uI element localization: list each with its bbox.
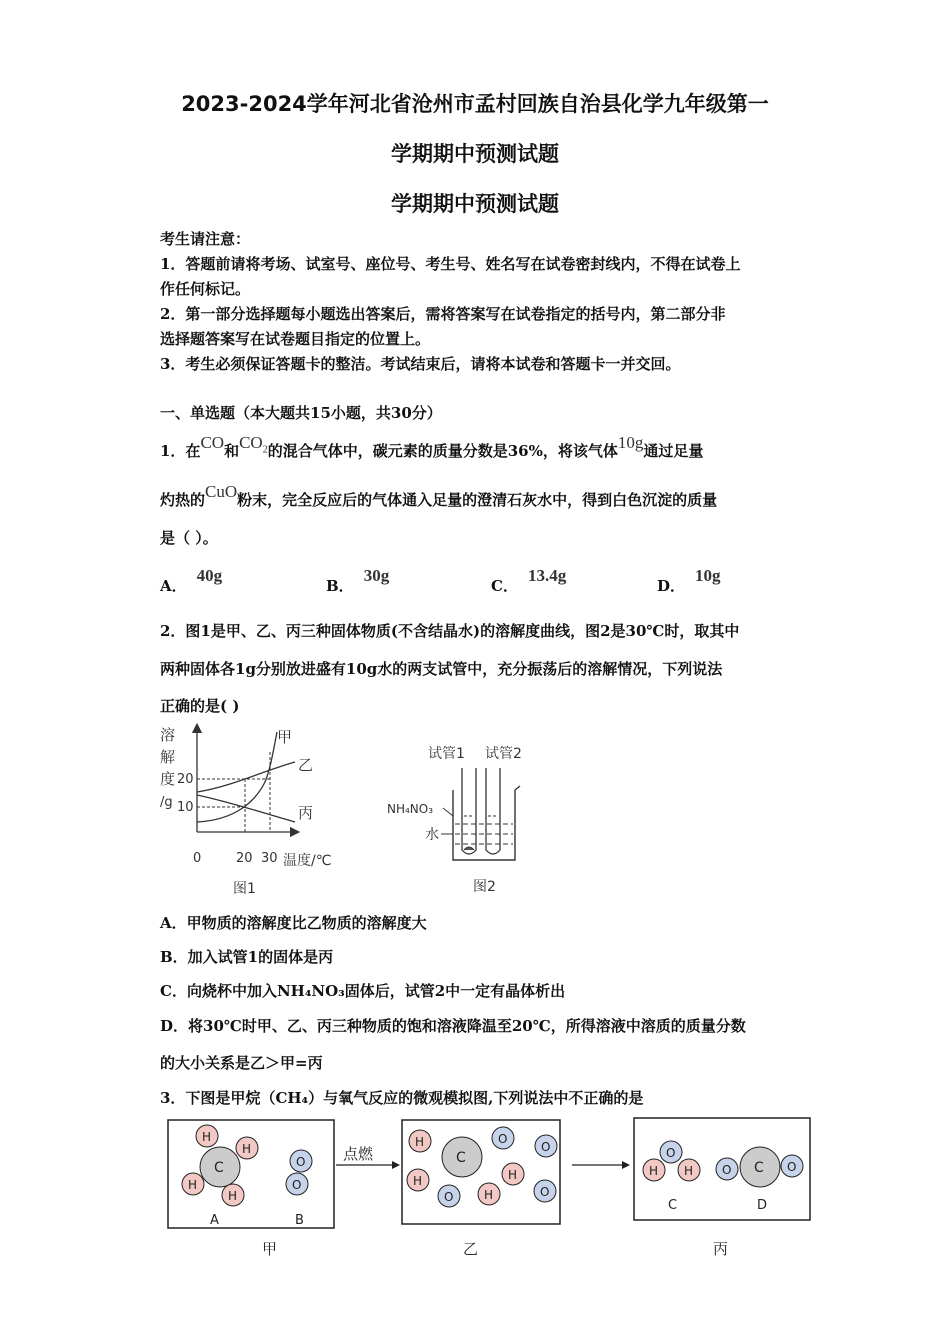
box-label-b: B	[295, 1213, 304, 1228]
q2-line-2: 两种固体各1g分别放进盛有10g水的两支试管中，充分振荡后的溶解情况，下列说法	[160, 660, 723, 678]
q1-mass: 10g	[617, 433, 644, 452]
oxygen-label: O	[541, 1140, 551, 1154]
tick-x0: 0	[193, 851, 202, 866]
molecule-label-c: C	[668, 1198, 678, 1213]
q3-line-1: 3．下图是甲烷（CH₄）与氧气反应的微观模拟图,下列说法中不正确的是	[160, 1089, 644, 1107]
test-tube-2	[486, 768, 500, 854]
tick-x30: 30	[261, 851, 278, 866]
oxygen-label: O	[444, 1190, 454, 1204]
solubility-figure	[155, 722, 355, 897]
ylabel-3: 度	[160, 770, 176, 788]
hydrogen-label: H	[484, 1188, 494, 1202]
hydrogen-label: H	[188, 1178, 198, 1192]
notice-1b: 作任何标记。	[160, 280, 251, 298]
q1-option-d-label: D．	[657, 577, 686, 595]
hydrogen-label: H	[649, 1164, 659, 1178]
q1-option-b-value: 30g	[363, 566, 390, 585]
carbon-label: C	[214, 1160, 224, 1176]
beaker-figure	[385, 738, 545, 898]
q2-option-d-1[interactable]: D．将30℃时甲、乙、丙三种物质的饱和溶液降温至20℃，所得溶液中溶质的质量分数	[160, 1017, 746, 1035]
q2-line-3: 正确的是( )	[160, 697, 240, 715]
q1-cuo: CuO	[205, 482, 238, 501]
q1-option-b-label: B．	[326, 577, 354, 595]
ylabel-1: 溶	[160, 726, 176, 744]
hydrogen-label: H	[508, 1168, 518, 1182]
q2-line-1: 2．图1是甲、乙、丙三种固体物质(不含结晶水)的溶解度曲线，图2是30℃时，取其中	[160, 622, 740, 640]
q2-option-b[interactable]: B．加入试管1的固体是丙	[160, 948, 334, 966]
title-line-1: 2023-2024学年河北省沧州市孟村回族自治县化学九年级第一	[181, 92, 769, 116]
oxygen-label: O	[540, 1185, 550, 1199]
tick-x20: 20	[236, 851, 253, 866]
title-line-3: 学期期中预测试题	[391, 192, 559, 216]
tube1-crystals	[464, 847, 474, 850]
label-bing: 丙	[298, 804, 314, 822]
q1-option-a-value: 40g	[196, 566, 223, 585]
section-heading: 一、单选题（本大题共15小题，共30分）	[160, 404, 442, 422]
title-line-2: 学期期中预测试题	[391, 142, 559, 166]
oxygen-label: O	[666, 1146, 676, 1160]
oxygen-label: O	[296, 1155, 306, 1169]
q2-option-c[interactable]: C．向烧杯中加入NH₄NO₃固体后，试管2中一定有晶体析出	[160, 982, 566, 1000]
q1-text-b: 和	[224, 442, 240, 460]
curve-jia	[197, 732, 277, 822]
tick-20: 20	[177, 772, 194, 787]
curve-yi	[197, 762, 295, 792]
hydrogen-label: H	[202, 1130, 212, 1144]
hydrogen-label: H	[228, 1189, 238, 1203]
q1-line-3: 是（ ）。	[160, 529, 218, 547]
oxygen-label: O	[722, 1163, 732, 1177]
ignite-label: 点燃	[343, 1145, 374, 1163]
tick-10: 10	[177, 800, 194, 815]
q1-text-e: 灼热的	[160, 491, 206, 509]
fig2-caption: 图2	[473, 879, 496, 895]
hydrogen-label: H	[684, 1164, 694, 1178]
notice-1a: 1．答题前请将考场、试室号、座位号、考生号、姓名写在试卷密封线内，不得在试卷上	[160, 255, 741, 273]
q1-option-c-label: C．	[491, 577, 518, 595]
q1-option-b[interactable]	[326, 566, 390, 596]
q1-option-d-value: 10g	[695, 566, 721, 585]
notice-3: 3．考生必须保证答题卡的整洁。考试结束后，请将本试卷和答题卡一并交回。	[160, 355, 681, 373]
q1-text-a: 1．在	[160, 442, 201, 460]
q1-co2	[239, 433, 268, 456]
reaction-arrow-head	[622, 1161, 630, 1169]
caption-yi: 乙	[463, 1240, 479, 1258]
q1-option-d[interactable]	[657, 566, 721, 596]
q1-text-f: 粉末，完全反应后的气体通入足量的澄清石灰水中，得到白色沉淀的质量	[237, 491, 718, 509]
q2-option-a[interactable]: A．甲物质的溶解度比乙物质的溶解度大	[160, 914, 427, 932]
caption-jia: 甲	[262, 1240, 278, 1258]
q1-co2-main: CO	[239, 433, 263, 452]
water-label: 水	[425, 827, 439, 843]
hydrogen-label: H	[415, 1135, 425, 1149]
hydrogen-label: H	[413, 1174, 423, 1188]
q1-option-c[interactable]	[491, 566, 567, 596]
carbon-label: C	[754, 1160, 764, 1176]
ylabel-2: 解	[160, 748, 176, 766]
q1-co2-sub: 2	[262, 444, 268, 456]
box-label-a: A	[210, 1213, 219, 1228]
ylabel-4: /g	[160, 795, 173, 810]
test-tube-1	[462, 768, 476, 854]
methane-reaction-diagram	[160, 1112, 820, 1262]
carbon-label: C	[456, 1150, 466, 1166]
fig1-caption: 图1	[233, 881, 256, 897]
ignite-arrow-head	[392, 1161, 400, 1169]
q1-option-a-label: A．	[160, 577, 187, 595]
nh4no3-pointer	[443, 808, 453, 816]
curve-bing	[197, 795, 295, 822]
tube2-label: 试管2	[485, 746, 522, 762]
x-axis-label: 温度/℃	[283, 853, 332, 869]
notice-2b: 选择题答案写在试卷题目指定的位置上。	[160, 330, 431, 348]
label-yi: 乙	[298, 756, 314, 774]
beaker-lip	[515, 786, 520, 790]
tube1-label: 试管1	[428, 746, 465, 762]
q1-text-c: 的混合气体中，碳元素的质量分数是36%，将该气体	[267, 442, 618, 460]
q1-option-c-value: 13.4g	[527, 566, 567, 585]
caption-bing: 丙	[713, 1240, 729, 1258]
q1-option-a[interactable]	[160, 566, 223, 596]
molecule-label-d: D	[757, 1198, 768, 1213]
q1-line-2	[160, 482, 718, 510]
q1-line-1	[160, 433, 704, 463]
notice-heading: 考生请注意：	[160, 230, 251, 248]
oxygen-label: O	[498, 1132, 508, 1146]
q1-co: CO	[200, 433, 225, 452]
notice-2a: 2．第一部分选择题每小题选出答案后，需将答案写在试卷指定的括号内，第二部分非	[160, 305, 726, 323]
label-jia: 甲	[277, 728, 293, 746]
hydrogen-label: H	[242, 1142, 252, 1156]
nh4no3-label: NH₄NO₃	[387, 802, 434, 816]
oxygen-label: O	[292, 1178, 302, 1192]
q2-option-d-2: 的大小关系是乙＞甲=丙	[160, 1054, 323, 1072]
oxygen-label: O	[787, 1160, 797, 1174]
q1-text-d: 通过足量	[643, 442, 704, 460]
